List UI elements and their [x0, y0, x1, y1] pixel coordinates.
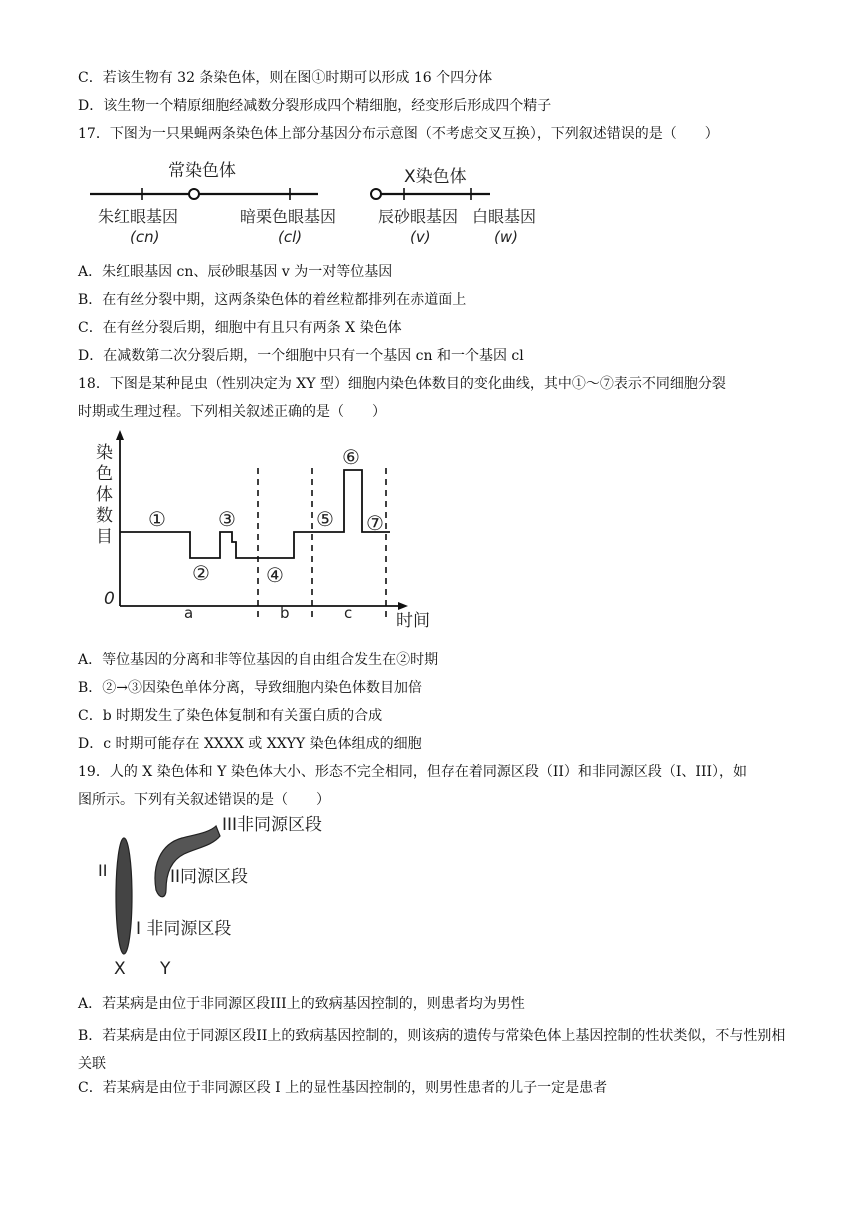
y-label-char: 色	[96, 464, 113, 484]
option-b-q17: B．在有丝分裂中期，这两条染色体的着丝粒都排列在赤道面上	[78, 292, 467, 308]
option-d-q16: D．该生物一个精原细胞经减数分裂形成四个精细胞，经变形后形成四个精子	[78, 98, 552, 114]
gene-v-symbol: (v)	[410, 228, 431, 246]
stage-mark-4: ④	[266, 563, 284, 587]
gene-w-label: 白眼基因	[472, 207, 537, 226]
y-label-char: 目	[96, 527, 113, 547]
option-c-q18: C．b 时期发生了染色体复制和有关蛋白质的合成	[78, 708, 383, 724]
y-label: Y	[160, 959, 171, 979]
region-ii-left-label: II	[98, 861, 108, 880]
question-18-line-2: 时期或生理过程。下列相关叙述正确的是（ ）	[78, 404, 386, 420]
gene-cl-label: 暗栗色眼基因	[240, 207, 337, 226]
figure-17-gene-map	[86, 152, 546, 252]
option-d-q17: D．在减数第二次分裂后期，一个细胞中只有一个基因 cn 和一个基因 cl	[78, 348, 524, 364]
option-a-q17: A．朱红眼基因 cn、辰砂眼基因 v 为一对等位基因	[78, 264, 393, 280]
gene-cl-symbol: (cl)	[278, 228, 303, 246]
option-c-q17: C．在有丝分裂后期，细胞中有且只有两条 X 染色体	[78, 320, 402, 336]
option-c-q19: C．若某病是由位于非同源区段 I 上的显性基因控制的，则男性患者的儿子一定是患者	[78, 1080, 608, 1096]
region-i-label: I 非同源区段	[136, 919, 232, 939]
option-b-q19: B．若某病是由位于同源区段II上的致病基因控制的，则该病的遗传与常染色体上基因控制的性状类似，不与性别相关联	[78, 1028, 786, 1072]
option-a-q19: A．若某病是由位于非同源区段III上的致病基因控制的，则患者均为男性	[78, 996, 525, 1012]
figure-18-chromosome-curve	[86, 428, 456, 636]
stage-mark-6: ⑥	[342, 445, 360, 469]
x-label: X	[114, 959, 126, 979]
origin-label: 0	[104, 589, 115, 609]
question-19-line-2: 图所示。下列有关叙述错误的是（ ）	[78, 792, 330, 808]
figure-19-xy-chromosomes	[86, 810, 346, 982]
gene-w-symbol: (w)	[494, 228, 518, 246]
option-d-q18: D．c 时期可能存在 XXXX 或 XXYY 染色体组成的细胞	[78, 736, 422, 752]
autosome-label: 常染色体	[168, 161, 236, 181]
option-b-q18: B．②→③因染色单体分离，导致细胞内染色体数目加倍	[78, 680, 423, 696]
phase-c-label: c	[344, 604, 353, 622]
region-ii-label: II同源区段	[170, 867, 249, 887]
x-chromosome-shape	[116, 838, 132, 954]
option-c-q16: C．若该生物有 32 条染色体，则在图①时期可以形成 16 个四分体	[78, 70, 493, 86]
x-chromosome-label: X染色体	[404, 167, 467, 187]
stage-mark-3: ③	[218, 507, 236, 531]
option-a-q18: A．等位基因的分离和非等位基因的自由组合发生在②时期	[78, 652, 439, 668]
gene-cn-label: 朱红眼基因	[98, 207, 179, 226]
stage-mark-5: ⑤	[316, 507, 334, 531]
y-label-char: 数	[96, 506, 113, 526]
y-label-char: 体	[96, 485, 113, 505]
phase-b-label: b	[280, 604, 290, 622]
phase-a-label: a	[184, 604, 194, 622]
region-iii-label: III非同源区段	[222, 815, 323, 835]
question-18-line-1: 18．下图是某种昆虫（性别决定为 XY 型）细胞内染色体数目的变化曲线，其中①～⑦表示不同细胞分裂	[78, 376, 726, 392]
stage-mark-1: ①	[148, 507, 166, 531]
stage-mark-7: ⑦	[366, 511, 384, 535]
y-label-char: 染	[96, 443, 113, 463]
x-axis-label: 时间	[396, 611, 430, 631]
gene-v-label: 辰砂眼基因	[378, 207, 459, 226]
stage-mark-2: ②	[192, 561, 210, 585]
question-19-line-1: 19．人的 X 染色体和 Y 染色体大小、形态不完全相同，但存在着同源区段（II）和非同源区段（I、III），如	[78, 764, 748, 780]
gene-cn-symbol: (cn)	[130, 228, 160, 246]
question-17: 17．下图为一只果蝇两条染色体上部分基因分布示意图（不考虑交叉互换），下列叙述错误的是（ ）	[78, 126, 719, 142]
